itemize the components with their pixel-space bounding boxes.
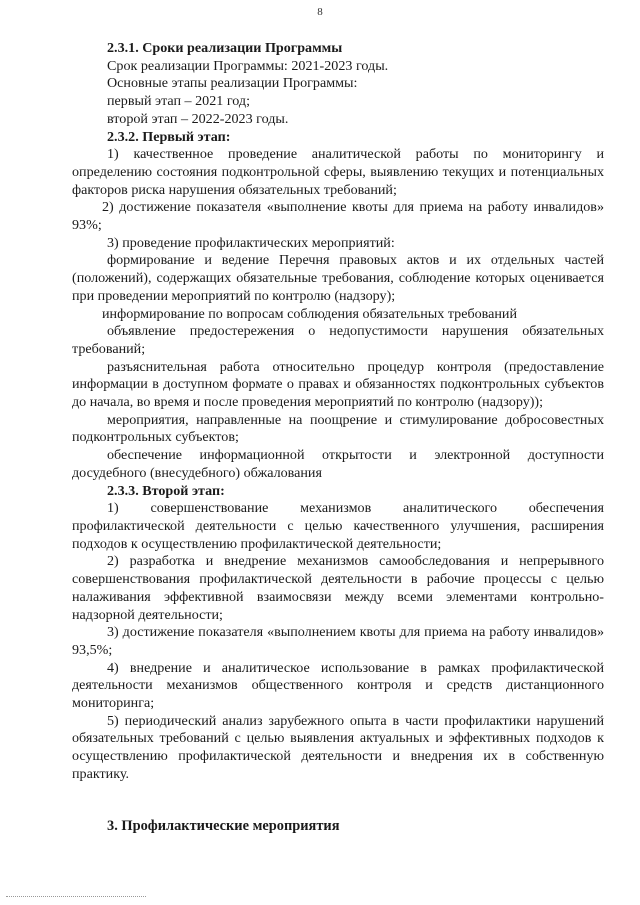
stage2-item-3: 3) достижение показателя «выполнением квоты для приема на работу инвалидов» 93,5%; <box>72 624 604 658</box>
stage1-item-2: 2) достижение показателя «выполнение квоты для приема на работу инвалидов» 93%; <box>72 199 604 234</box>
stage2-item-4: 4) внедрение и аналитическое использование в рамках профилактической деятельности механизмов общественного контроля и средств дистанционного мониторинга; <box>72 659 604 712</box>
paragraph-stages: Основные этапы реализации Программы: <box>107 75 358 92</box>
heading-2-3-2: 2.3.2. Первый этап: <box>107 128 231 145</box>
paragraph-term: Срок реализации Программы: 2021-2023 годы. <box>107 57 389 74</box>
section-gap <box>72 784 604 818</box>
heading-3: 3. Профилактические мероприятия <box>107 817 340 834</box>
stage1-item-6: объявление предостережения о недопустимости нарушения обязательных требований; <box>72 323 604 357</box>
page-number: 8 <box>317 6 323 18</box>
heading-2-3-3: 2.3.3. Второй этап: <box>107 482 225 499</box>
stage1-item-5: информирование по вопросам соблюдения обязательных требований <box>102 305 518 322</box>
stage1-item-3: 3) проведение профилактических мероприятий: <box>107 234 395 251</box>
paragraph-stage-2: второй этап – 2022-2023 годы. <box>107 110 289 127</box>
stage1-item-8: мероприятия, направленные на поощрение и стимулирование добросовестных подконтрольных субъектов; <box>72 411 604 446</box>
stage1-item-7: разъяснительная работа относительно процедур контроля (предоставление информации в доступном формате о правах и обязанностях подконтрольных субъектов до начала, во время и после проведения мероприятий по контролю (надзору)); <box>72 358 604 411</box>
heading-2-3-1: 2.3.1. Сроки реализации Программы <box>107 40 343 56</box>
stage2-item-5: 5) периодический анализ зарубежного опыта в части профилактики нарушений обязательных требований с целью выявления актуальных и эффективных подходов к осуществлению профилактической деятельности и внедрения их в собственную практику. <box>72 712 604 782</box>
stage1-item-4: формирование и ведение Перечня правовых актов и их отдельных частей (положений), содержащих обязательные требования, соблюдение которых оценивается при проведении мероприятий по контролю (надзору); <box>72 252 604 304</box>
stage2-item-2: 2) разработка и внедрение механизмов самообследования и непрерывного совершенствования профилактической деятельности в рабочие процессы с целью налаживания эффективной взаимосвязи между всеми элементами контрольно-надзорной деятельности; <box>72 553 604 623</box>
footer-dotted-line <box>6 896 146 897</box>
stage1-item-9: обеспечение информационной открытости и электронной доступности досудебного (внесудебного) обжалования <box>72 447 604 481</box>
stage2-item-1: 1) совершенствование механизмов аналитического обеспечения профилактической деятельности с целью качественного улучшения, расширения подходов к осуществлению профилактической деятельности; <box>72 500 604 552</box>
document-body <box>72 40 604 835</box>
paragraph-stage-1: первый этап – 2021 год; <box>107 93 250 110</box>
stage1-item-1: 1) качественное проведение аналитической работы по мониторингу и определению состояния подконтрольной сферы, выявлению текущих и потенциальных факторов риска нарушения обязательных требований; <box>72 146 604 198</box>
